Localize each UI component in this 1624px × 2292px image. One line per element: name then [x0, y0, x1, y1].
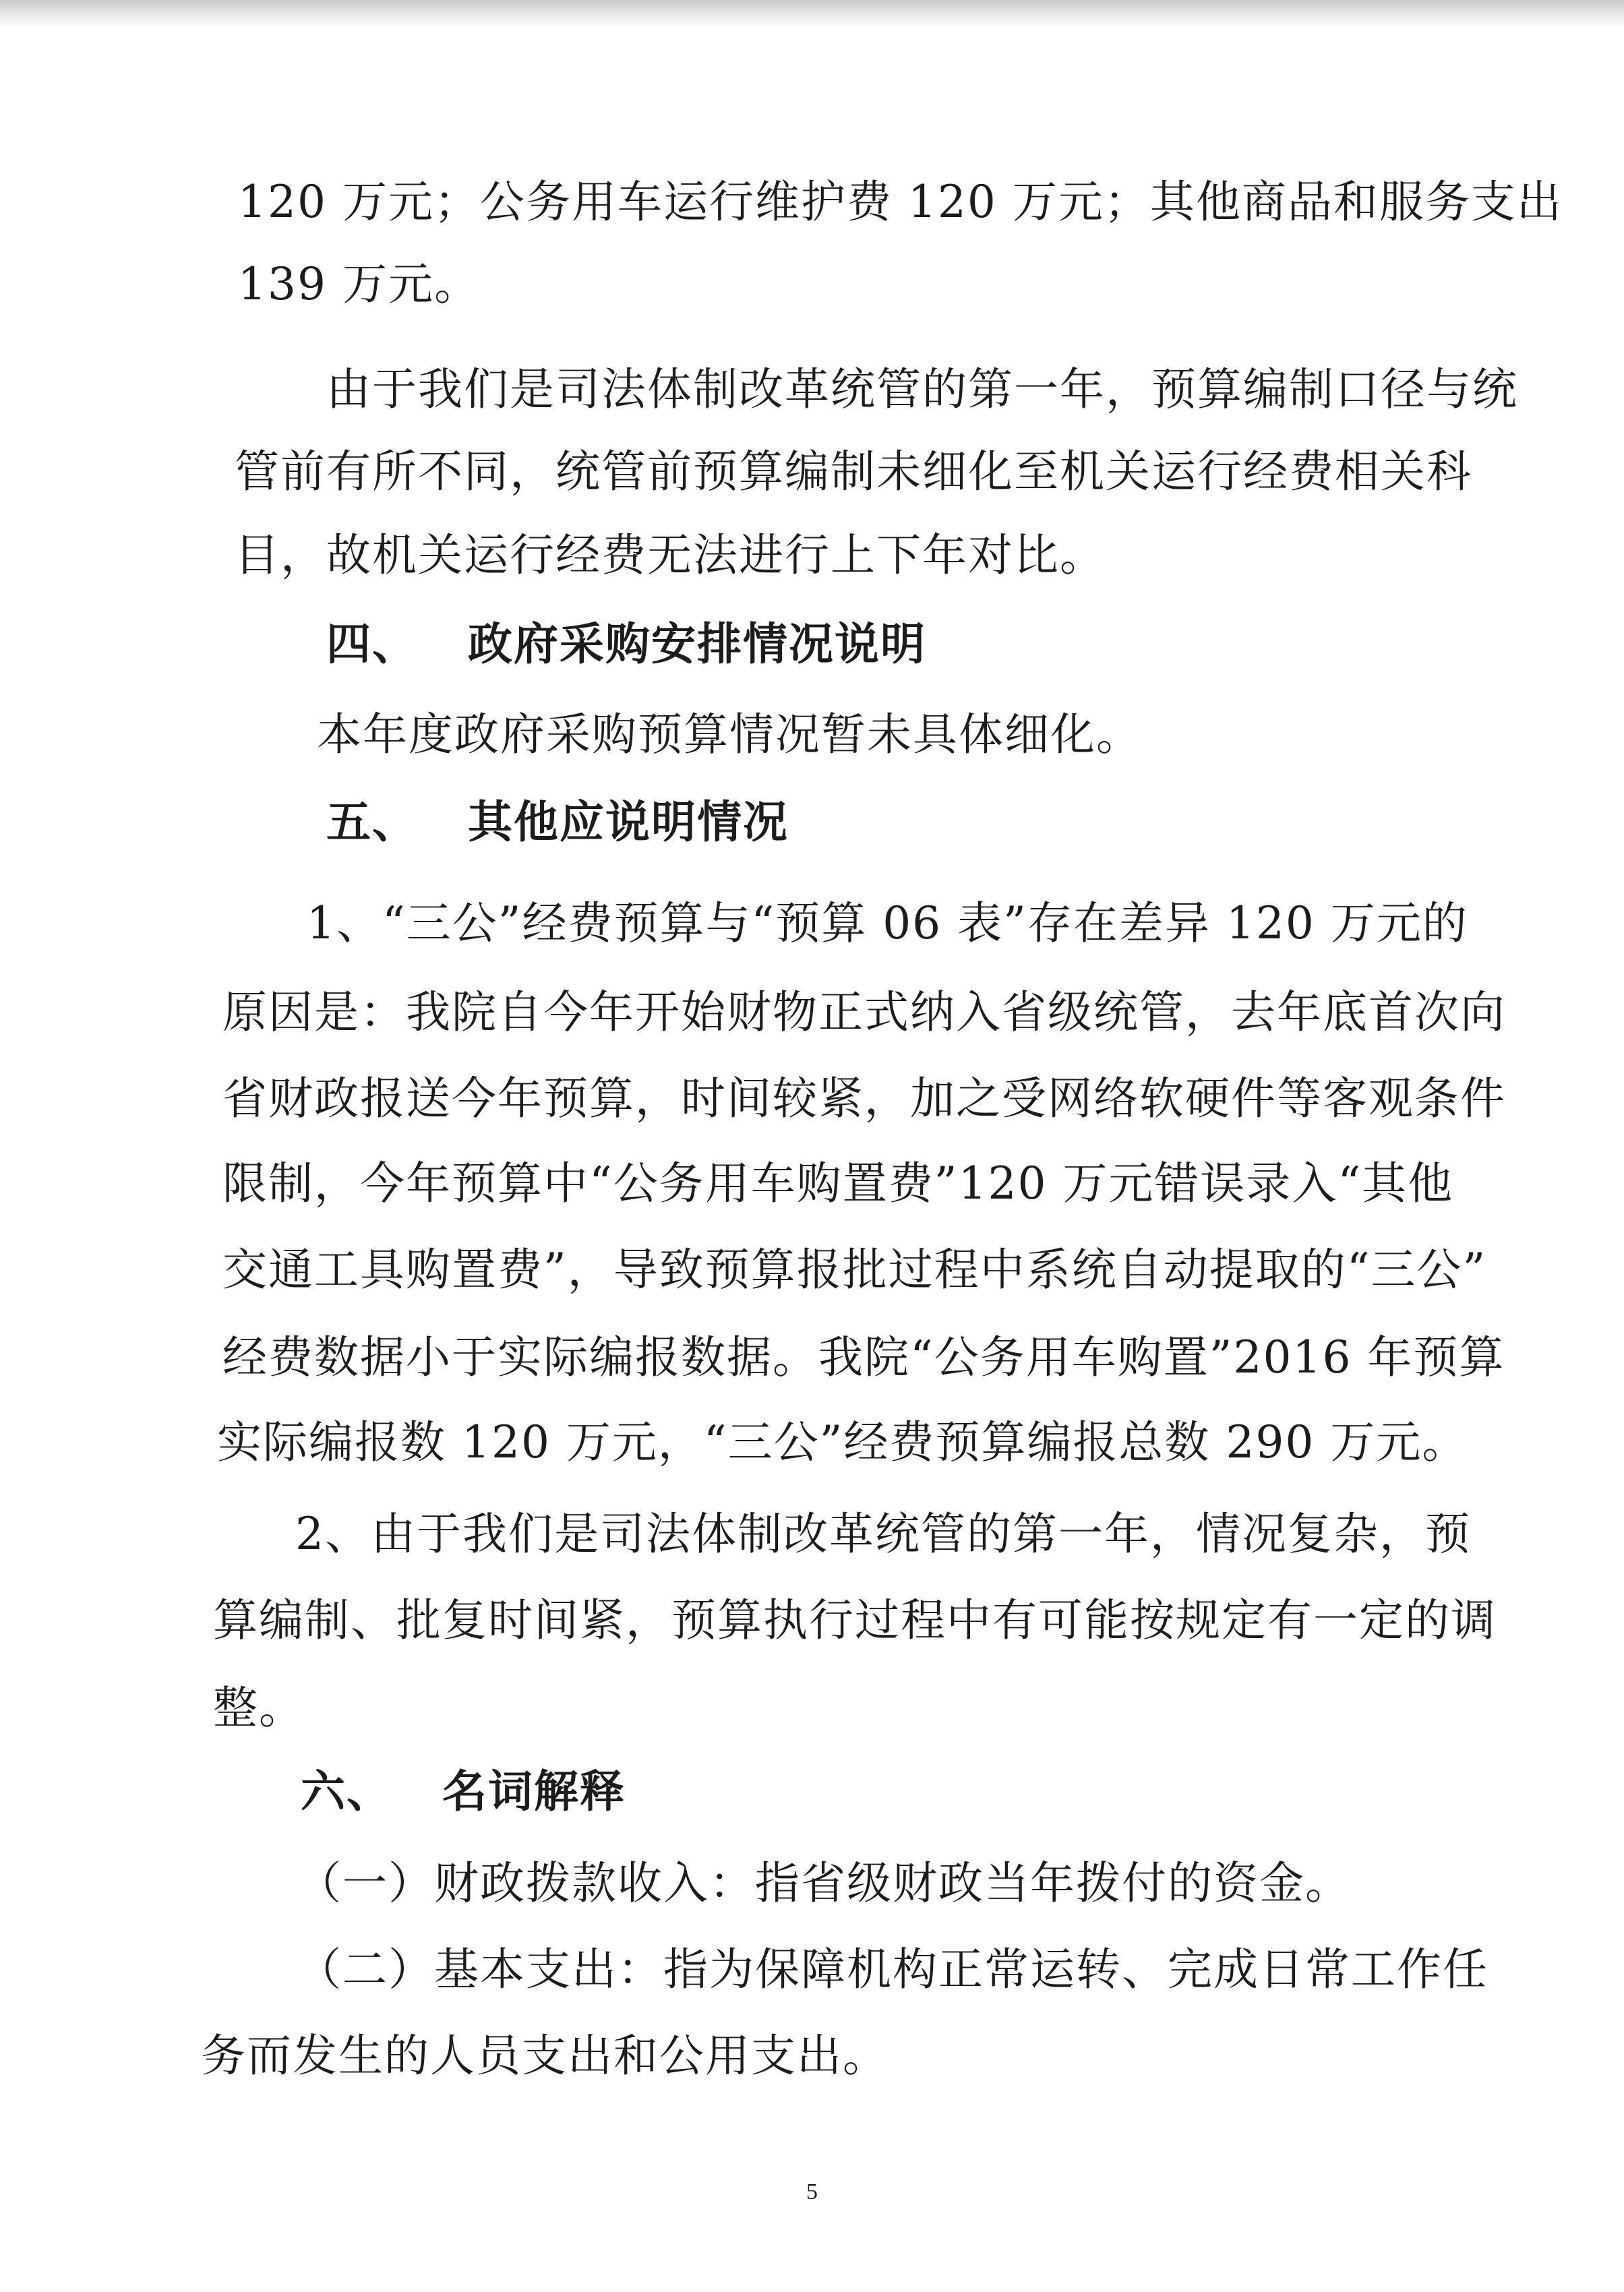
- scan-edge-shadow: [0, 0, 1624, 27]
- heading-title: 名词解释: [442, 1766, 626, 1817]
- heading-title: 其他应说明情况: [468, 796, 789, 848]
- body-line: 1、“三公”经费预算与“预算 06 表”存在差异 120 万元的: [307, 897, 1468, 949]
- section-heading-5: [326, 795, 789, 849]
- heading-title: 政府采购安排情况说明: [468, 618, 926, 670]
- heading-number: 四、: [326, 618, 418, 670]
- body-line: 本年度政府采购预算情况暂未具体细化。: [317, 708, 1142, 760]
- body-line: 目，故机关运行经费无法进行上下年对比。: [235, 529, 1106, 581]
- body-line: 交通工具购置费”，导致预算报批过程中系统自动提取的“三公”: [222, 1244, 1487, 1296]
- body-line: 139 万元。: [238, 258, 480, 310]
- heading-number: 五、: [326, 796, 418, 848]
- body-line: （二）基本支出：指为保障机构正常运转、完成日常工作任: [297, 1943, 1488, 1995]
- body-line: 务而发生的人员支出和公用支出。: [201, 2030, 889, 2082]
- body-line: 由于我们是司法体制改革统管的第一年，预算编制口径与统: [326, 363, 1518, 415]
- body-line: 整。: [213, 1682, 305, 1734]
- body-line: 省财政报送今年预算，时间较紧，加之受网络软硬件等客观条件: [222, 1073, 1506, 1124]
- body-line: （一）财政拨款收入：指省级财政当年拨付的资金。: [297, 1857, 1351, 1909]
- body-line: 限制，今年预算中“公务用车购置费”120 万元错误录入“其他: [222, 1157, 1454, 1209]
- body-line: 管前有所不同，统管前预算编制未细化至机关运行经费相关科: [235, 446, 1472, 497]
- body-line: 经费数据小于实际编报数据。我院“公务用车购置”2016 年预算: [222, 1331, 1505, 1383]
- section-heading-6: [301, 1765, 626, 1819]
- heading-number: 六、: [301, 1766, 392, 1817]
- section-heading-4: [326, 617, 926, 671]
- body-line: 实际编报数 120 万元，“三公”经费预算编报总数 290 万元。: [217, 1416, 1468, 1468]
- body-line: 原因是：我院自今年开始财物正式纳入省级统管，去年底首次向: [222, 986, 1506, 1038]
- page-number: 5: [806, 2179, 818, 2204]
- body-line: 120 万元；公务用车运行维护费 120 万元；其他商品和服务支出: [238, 176, 1563, 228]
- body-line: 算编制、批复时间紧，预算执行过程中有可能按规定有一定的调: [213, 1594, 1497, 1646]
- body-line: 2、由于我们是司法体制改革统管的第一年，情况复杂，预: [295, 1508, 1471, 1560]
